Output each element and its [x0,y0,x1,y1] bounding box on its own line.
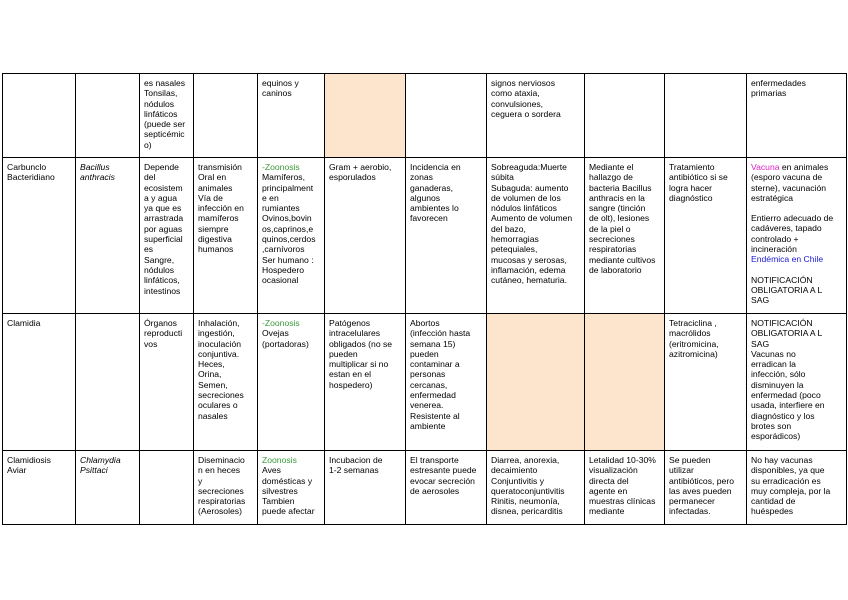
cell-site: Depende del ecosistem a y agua ya que es arrastrada por aguas superficial es Sangre, nódulos linfáticos, intestinos [140,158,194,314]
cell-features: Incubacion de 1-2 semanas [325,451,406,525]
cell-agent [76,74,140,158]
table-row [3,158,847,314]
cell-agent: Chlamydia Psittaci [76,451,140,525]
cell-disease: Clamidia [3,314,76,451]
hosts-text: Mamíferos, principalment e en rumiantes Ovinos,bovin os,caprinos,e quinos,cerdos ,carnívoros Ser humano : Hospedero ocasional [262,172,316,286]
cell-transmission: Diseminacio n en heces y secreciones respiratorias (Aerosoles) [194,451,258,525]
cell-epidemiology: El transporte estresante puede evocar secreción de aerosoles [406,451,487,525]
cell-control: enfermedades primarias [747,74,847,158]
cell-diagnosis: Mediante el hallazgo de bacteria Bacillus anthracis en la sangre (tinción de olt), lesiones de la piel o secreciones respiratorias mediante cultivos de laboratorio [585,158,665,314]
cell-treatment: Tratamiento antibiótico si se logra hacer diagnóstico [665,158,747,314]
cell-epidemiology [406,74,487,158]
cell-hosts [258,158,325,314]
cell-clinical: Sobreaguda:Muerte súbita Subaguda: aumento de volumen de los nódulos linfáticos Aumento de volumen del bazo, hemorragias petequiales, mucosas y serosas, inflamación, edema cutáneo, hematuria. [487,158,585,314]
cell-control [747,158,847,314]
cell-transmission [194,74,258,158]
zoonosis-tag: Zoonosis [262,455,297,465]
table-row [3,74,847,158]
cell-agent [76,314,140,451]
cell-hosts [258,314,325,451]
cell-disease [3,74,76,158]
cell-control: No hay vacunas disponibles, ya que su erradicación es muy compleja, por la cantidad de huéspedes [747,451,847,525]
cell-features [325,74,406,158]
disease-table [2,73,847,525]
cell-site: Órganos reproducti vos [140,314,194,451]
table-row [3,451,847,525]
zoonosis-tag: -Zoonosis [262,318,300,328]
hosts-text: Aves domésticas y silvestres Tambien puede afectar [262,465,315,517]
vaccine-text [751,162,828,203]
cell-control: NOTIFICACIÓN OBLIGATORIA A L SAG Vacunas no erradican la infección, sólo disminuyen la enfermedad (poco usada, interfiere en diagnóstico y los brotes son esporádicos) [747,314,847,451]
cell-treatment [665,74,747,158]
notification-text: NOTIFICACIÓN OBLIGATORIA A L SAG [751,274,823,306]
cell-features: Patógenos intracelulares obligados (no se pueden multiplicar si no estan en el hospedero) [325,314,406,451]
cell-disease: Carbunclo Bacteridiano [3,158,76,314]
cell-epidemiology: Abortos (infección hasta semana 15) pueden contaminar a personas cercanas, enfermedad venerea. Resistente al ambiente [406,314,487,451]
cell-diagnosis [585,314,665,451]
burial-text: Entierro adecuado de cadáveres, tapado controlado + incineración [751,213,834,255]
endemic-text: Endémica en Chile [751,254,824,265]
cell-features: Gram + aerobio, esporulados [325,158,406,314]
vaccine-word: Vacuna [751,162,780,172]
cell-transmission: transmisión Oral en animales Vía de infección en mamíferos siempre digestiva humanos [194,158,258,314]
cell-transmission: Inhalación, ingestión, inoculación conjuntiva. Heces, Orina, Semen, secreciones oculares o nasales [194,314,258,451]
cell-site [140,451,194,525]
vaccine-detail: en animales (esporo vacuna de sterne), vacunación estratégica [751,162,829,203]
table-row [3,314,847,451]
cell-diagnosis: Letalidad 10-30% visualización directa del agente en muestras clínicas mediante [585,451,665,525]
cell-epidemiology: Incidencia en zonas ganaderas, algunos ambientes lo favorecen [406,158,487,314]
cell-hosts: equinos y caninos [258,74,325,158]
cell-site: es nasales Tonsilas, nódulos linfáticos (puede ser septicémic o) [140,74,194,158]
zoonosis-tag: -Zoonosis [262,162,300,172]
cell-hosts [258,451,325,525]
cell-clinical: Diarrea, anorexia, decaimiento Conjuntivitis y queratoconjuntivitis Rinitis, neumonía, disnea, pericarditis [487,451,585,525]
cell-treatment: Tetraciclina , macrólidos (eritromicina, azitromicina) [665,314,747,451]
hosts-text: Ovejas (portadoras) [262,328,309,349]
cell-clinical [487,314,585,451]
cell-disease: Clamidiosis Aviar [3,451,76,525]
cell-clinical: signos nerviosos como ataxia, convulsiones, ceguera o sordera [487,74,585,158]
cell-diagnosis [585,74,665,158]
cell-agent: Bacillus anthracis [76,158,140,314]
cell-treatment: Se pueden utilizar antibióticos, pero las aves pueden permanecer infectadas. [665,451,747,525]
